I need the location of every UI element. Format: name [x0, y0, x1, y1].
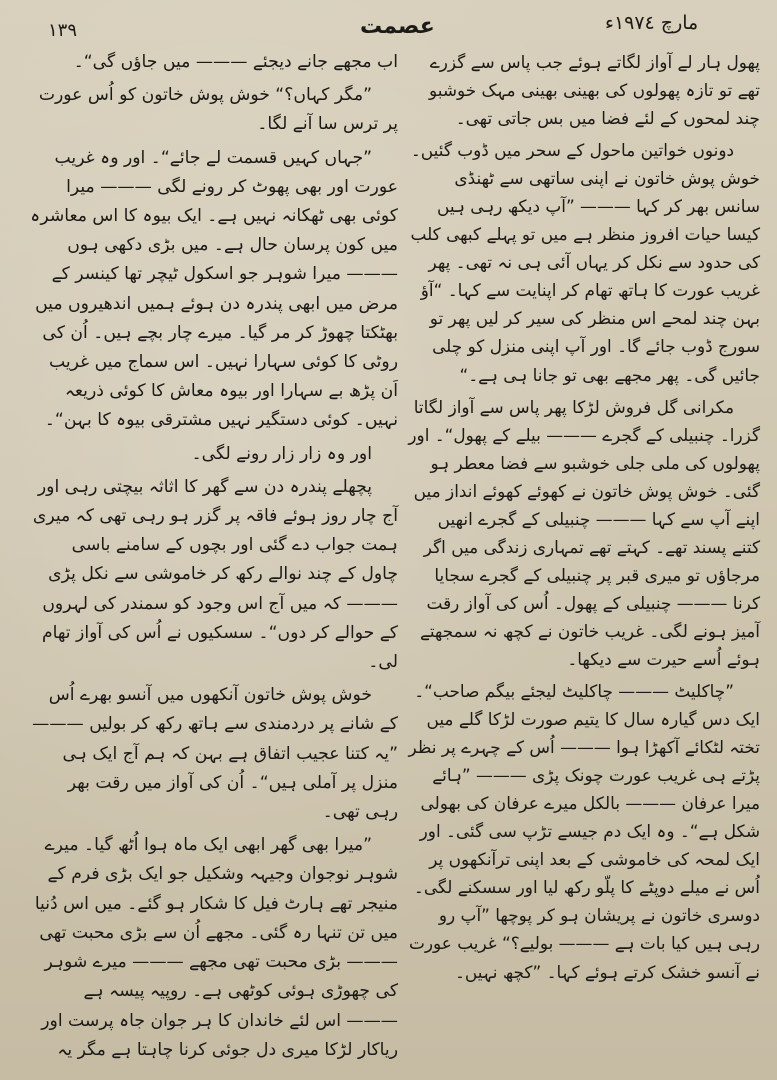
page-number: ١٣٩: [48, 20, 78, 41]
paragraph: مکرانی گل فروش لڑکا پھر پاس سے آواز لگاتا گزرا۔ چنبیلی کے گجرے ——— بیلے کے پھول“۔ اور پھولوں کی ملی جلی خوشبو سے فضا معطر ہو گئی۔ خوش پوش خاتون نے کھوئے کھوئے انداز میں اپنے آپ سے کہا ——— چنبیلی کے گجرے انھیں کتنے پسند تھے۔ کہتے تھے تمہاری زندگی میں اگر مرجاؤں تو میری قبر پر چنبیلی کے گجرے سجایا کرنا ——— چنبیلی کے پھول۔ اُس کی آواز رقت آمیز ہونے لگی۔ غریب خاتون نے کچھ نہ سمجھتے ہوئے اُسے حیرت سے دیکھا۔: [408, 396, 760, 669]
right-text-column: [408, 48, 760, 1073]
page-header: [0, 10, 777, 50]
paragraph: ”مگر کہاں؟“ خوش پوش خاتون کو اُس عورت پر ترس سا آنے لگا۔: [38, 85, 398, 135]
paragraph: ”چاکلیٹ ——— چاکلیٹ لیجئے بیگم صاحب“۔ ایک دس گیارہ سال کا یتیم صورت لڑکا گلے میں تختہ لٹکائے آکھڑا ہوا ——— اُس کے چہرے پر نظر پڑتے ہی غریب عورت چونک پڑی ——— ”ہائے میرا عرفان ——— بالکل میرے عرفان کی بھولی شکل ہے“۔ وہ ایک دم جیسے تڑپ سی گئی۔ اور ایک لمحہ کی خاموشی کے بعد اپنی ترآنکھوں پر اُس نے میلے دوپٹے کا پلّو رکھ لیا اور سسکنے لگی۔ دوسری خاتون نے پریشان ہو کر پوچھا ”آپ رو رہی ہیں کیا بات ہے ——— بولیے؟“ غریب عورت نے آنسو خشک کرتے ہوئے کہا۔ ”کچھ نہیں۔: [408, 681, 760, 982]
paragraph: دونوں خواتین ماحول کے سحر میں ڈوب گئیں۔ خوش پوش خاتون نے اپنی ساتھی سے ٹھنڈی سانس بھر کر کہا ——— ”آپ دیکھ رہی ہیں کیسا حیات افروز منظر ہے میں تو پہلے کبھی کلب کی حدود سے نکل کر یہاں آئی ہی نہ تھی۔ پھر غریب عورت کا ہاتھ تھام کر اپنایت سے کہا۔ “آؤ بہن چند لمحے اس منظر کی سیر کر لیں پھر تو سورج ڈوب جائے گا۔ اور آپ اپنی منزل کو چلی جائیں گی۔ پھر مجھے بھی تو جانا ہی ہے۔“: [410, 140, 760, 385]
issue-date: مارچ ١٩٧٤ء: [605, 12, 699, 34]
paragraph: اور وہ زار زار رونے لگی۔: [191, 443, 372, 464]
magazine-title: عصمت: [360, 14, 435, 39]
paragraph: اب مجھے جانے دیجئے ——— میں جاؤں گی“۔: [73, 52, 398, 72]
left-text-column: [30, 48, 398, 1073]
paragraph: ”میرا بھی گھر ابھی ایک ماہ ہوا اُٹھ گیا۔ میرے شوہر نوجوان وجیہہ وشکیل جو ایک بڑی فرم کے منیجر تھے ہارٹ فیل کا شکار ہو گئے۔ میں اس دُنیا میں تن تنہا رہ گئی۔ مجھے اُن سے بڑی محبت تھی ——— بڑی محبت تھی مجھے ——— میرے شوہر کی چھوڑی ہوئی کوٹھی ہے۔ روپیہ پیسہ ہے ——— اس لئے خاندان کا ہر جوان جاہ پرست اور ریاکار لڑکا میری دل جوئی کرنا چاہتا ہے مگر یہ: [34, 835, 398, 1060]
paragraph: پھول ہار لے آواز لگاتے ہوئے جب پاس سے گزرے تھے تو تازہ پھولوں کی بھینی بھینی مہک خوشبو چند لمحوں کے لئے فضا میں بس جاتی تھی۔: [429, 52, 760, 129]
paragraph: پچھلے پندرہ دن سے گھر کا اثاثہ بیچتی رہی اور آج چار روز ہوئے فاقہ پر گزر ہو رہی تھی کہ میری ہمت جواب دے گئی اور بچوں کے سامنے باسی چاول کے چند نوالے رکھ کر خاموشی سے نکل پڑی ——— کہ میں آج اس وجود کو سمندر کی لہروں کے حوالے کر دوں“۔ سسکیوں نے اُس کی آواز تھام لی۔: [32, 476, 398, 673]
paragraph: خوش پوش خاتون آنکھوں میں آنسو بھرے اُس کے شانے پر دردمندی سے ہاتھ رکھ کر بولیں ——— ”یہ کتنا عجیب اتفاق ہے بہن کہ ہم آج ایک ہی منزل پر آملی ہیں“۔ اُن کی آواز میں رقت بھر رہی تھی۔: [32, 685, 398, 823]
paragraph: ”جہاں کہیں قسمت لے جائے“۔ اور وہ غریب عورت اور بھی پھوٹ کر رونے لگی ——— میرا کوئی بھی ٹھکانہ نہیں ہے۔ ایک بیوہ کا اس معاشرہ میں کون پرسان حال ہے۔ میں بڑی دکھی ہوں ——— میرا شوہر جو اسکول ٹیچر تھا کینسر کے مرض میں ابھی پندرہ دن ہوئے ہمیں اندھیروں میں بھٹکتا چھوڑ کر مر گیا۔ میرے چار بچے ہیں۔ اُن کی روٹی کا کوئی سہارا نہیں۔ اس سماج میں غریب اَن پڑھ بے سہارا اور بیوہ معاش کا کوئی ذریعہ نہیں۔ کوئی دستگیر نہیں مشترقی بیوہ کا بہن“۔: [30, 147, 398, 431]
